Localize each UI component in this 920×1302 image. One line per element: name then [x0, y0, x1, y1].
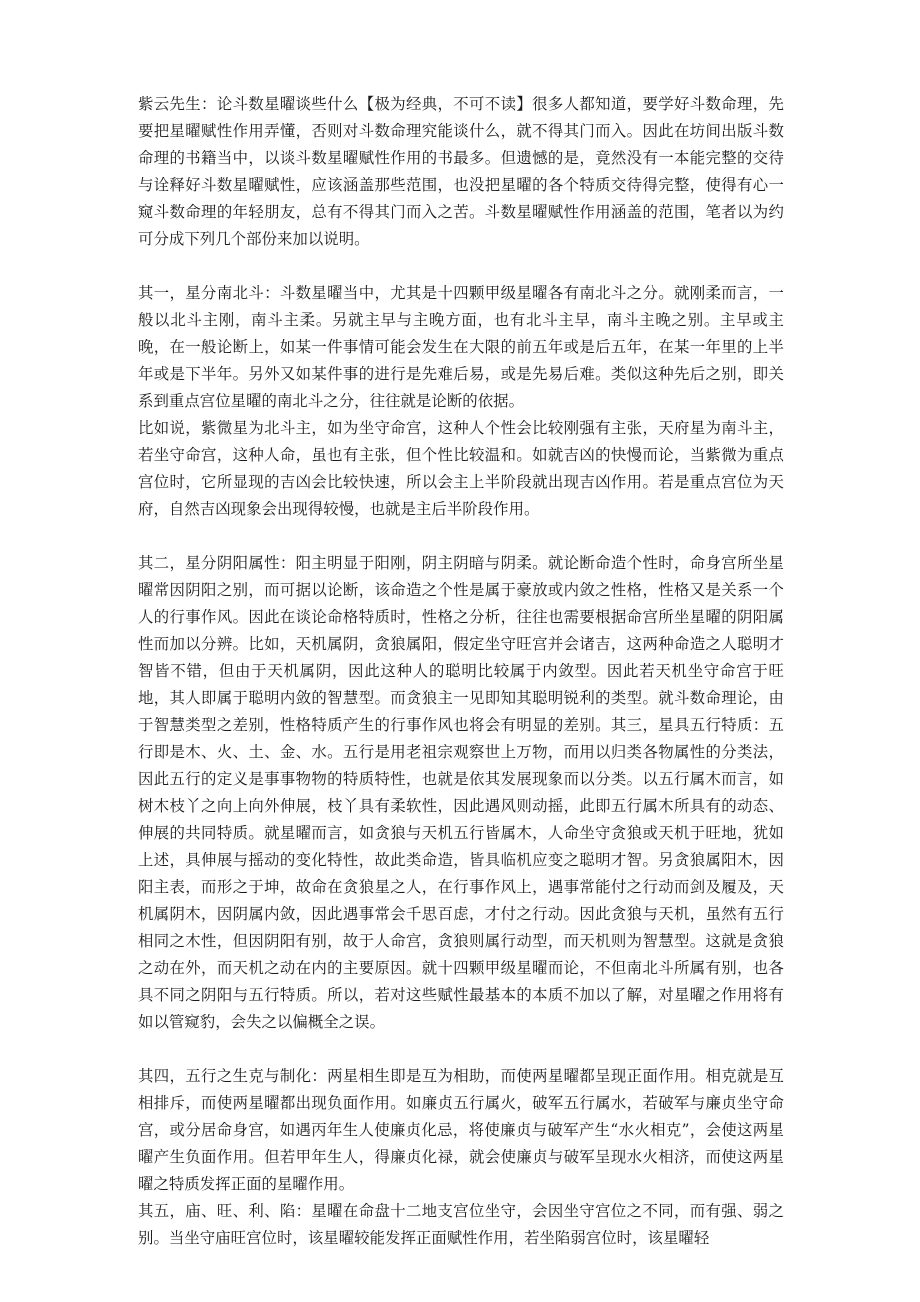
paragraph-section-1-example: 比如说，紫微星为北斗主，如为坐守命宫，这种人个性会比较刚强有主张，天府星为南斗主，若坐守命宫，这种人命，虽也有主张，但个性比较温和。如就吉凶的快慢而论，当紫微为重点宫位时，它所显现的吉凶会比较快速，所以会主上半阶段就出现吉凶作用。若是重点宫位为天府，自然吉凶现象会出现得较慢，也就是主后半阶段作用。	[138, 419, 784, 518]
document-body	[138, 91, 784, 1252]
paragraph-section-2-3: 其二，星分阴阳属性：阳主明显于阳刚，阴主阴暗与阴柔。就论断命造个性时，命身宫所坐星曜常因阴阳之别，而可据以论断，该命造之个性是属于豪放或内敛之性格，性格又是关系一个人的行事作风。因此在谈论命格特质时，性格之分析，往往也需要根据命宫所坐星曜的阴阳属性而加以分辨。比如，天机属阴，贪狼属阳，假定坐守旺宫并会诸吉，这两种命造之人聪明才智皆不错，但由于天机属阴，因此这种人的聪明比较属于内敛型。因此若天机坐守命宫于旺地，其人即属于聪明内敛的智慧型。而贪狼主一见即知其聪明锐利的类型。就斗数命理论，由于智慧类型之差别，性格特质产生的行事作风也将会有明显的差别。其三，星具五行特质：五行即是木、火、土、金、水。五行是用老祖宗观察世上万物，而用以归类各物属性的分类法，因此五行的定义是事事物物的特质特性，也就是依其发展现象而以分类。以五行属木而言，如树木枝丫之向上向外伸展，枝丫具有柔软性，因此遇风则动摇，此即五行属木所具有的动态、伸展的共同特质。就星曜而言，如贪狼与天机五行皆属木，人命坐守贪狼或天机于旺地，犹如上述，具伸展与摇动的变化特性，故此类命造，皆具临机应变之聪明才智。另贪狼属阳木，因阳主表，而形之于坤，故命在贪狼星之人，在行事作风上，遇事常能付之行动而剑及履及，天机属阴木，因阴属内敛，因此遇事常会千思百虑，才付之行动。因此贪狼与天机，虽然有五行相同之木性，但因阴阳有别，故于人命宫，贪狼则属行动型，而天机则为智慧型。这就是贪狼之动在外，而天机之动在内的主要原因。就十四颗甲级星曜而论，不但南北斗所属有别，也各具不同之阴阳与五行特质。所以，若对这些赋性最基本的本质不加以了解，对星曜之作用将有如以管窥豹，会失之以偏概全之误。	[138, 554, 784, 1031]
paragraph-section-1: 其一，星分南北斗：斗数星曜当中，尤其是十四颗甲级星曜各有南北斗之分。就刚柔而言，一般以北斗主刚，南斗主柔。另就主早与主晚方面，也有北斗主早，南斗主晚之别。主早或主晚，在一般论断上，如某一件事情可能会发生在大限的前五年或是后五年，在某一年里的上半年或是下半年。另外又如某件事的进行是先难后易，或是先易后难。类似这种先后之别，即关系到重点宫位星曜的南北斗之分，往往就是论断的依据。	[138, 284, 784, 410]
paragraph-intro: 紫云先生：论斗数星曜谈些什么【极为经典，不可不读】很多人都知道，要学好斗数命理，先要把星曜赋性作用弄懂，否则对斗数命理究能谈什么，就不得其门而入。因此在坊间出版斗数命理的书籍当中，以谈斗数星曜赋性作用的书最多。但遗憾的是，竟然没有一本能完整的交待与诠释好斗数星曜赋性，应该涵盖那些范围，也没把星曜的各个特质交待得完整，使得有心一窥斗数命理的年轻朋友，总有不得其门而入之苦。斗数星曜赋性作用涵盖的范围，笔者以为约可分成下列几个部份来加以说明。	[138, 95, 784, 248]
paragraph-section-5: 其五，庙、旺、利、陷：星曜在命盘十二地支宫位坐守，会因坐守宫位之不同，而有强、弱之别。当坐守庙旺宫位时，该星曜较能发挥正面赋性作用，若坐陷弱宫位时，该星曜轻	[138, 1202, 784, 1247]
paragraph-section-4: 其四，五行之生克与制化：两星相生即是互为相助，而使两星曜都呈现正面作用。相克就是互相排斥，而使两星曜都出现负面作用。如廉贞五行属火，破军五行属水，若破军与廉贞坐守命宫，或分居命身宫，如遇丙年生人使廉贞化忌，将使廉贞与破军产生“水火相克”，会使这两星曜产生负面作用。但若甲年生人，得廉贞化禄，就会使廉贞与破军呈现水火相济，而使这两星曜之特质发挥正面的星曜作用。	[138, 1067, 784, 1193]
